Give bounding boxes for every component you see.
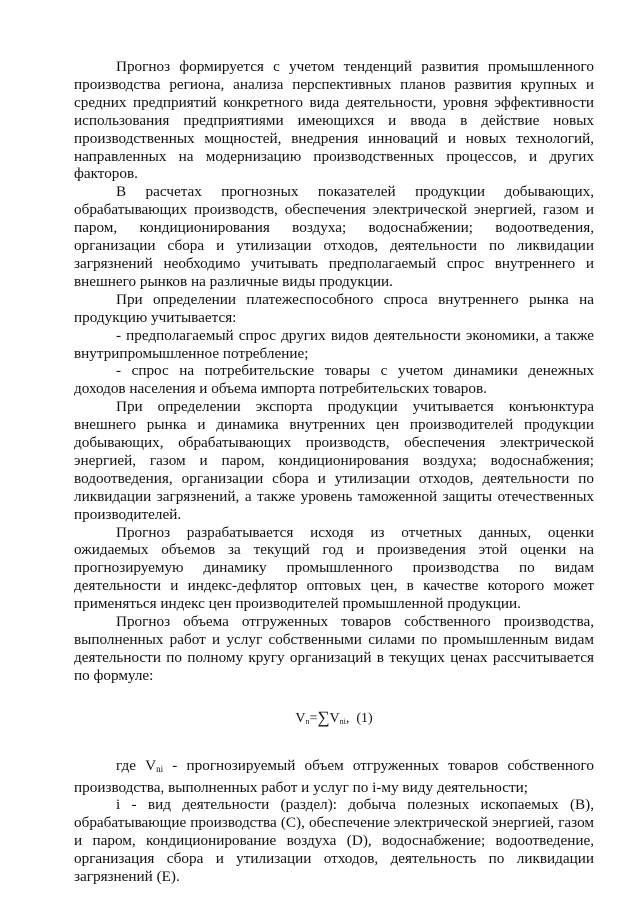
definition-vni-text: - прогнозируемый объем отгруженных товаров собственного производства, выполненных работ и услуг по i-му виду деятельности;	[74, 756, 594, 796]
definition-vni	[74, 757, 594, 797]
paragraph-domestic-demand: При определении платежеспособного спроса внутреннего рынка на продукцию учитывается:	[74, 290, 594, 326]
definition-i: i - вид деятельности (раздел): добыча полезных ископаемых (B), обрабатывающие производства (C), обеспечение электрической энергией, газом и паром, кондиционирование воздуха (D), водоснабжение; водоотведение, организация сбора и утилизации отходов, деятельность по ликвидации загрязнений (E).	[74, 796, 594, 886]
paragraph-list-item-2: - спрос на потребительские товары с учетом динамики денежных доходов населения и объема импорта потребительских товаров.	[74, 362, 594, 398]
paragraph-forecast-basis: Прогноз формируется с учетом тенденций развития промышленного производства региона, анализа перспективных планов развития крупных и средних предприятий конкретного вида деятельности, уровня эффективности использования предприятиями имеющихся и ввода в действие новых производственных мощностей, внедрения инноваций и новых технологий, направленных на модернизацию производственных процессов, и других факторов.	[74, 58, 594, 183]
paragraph-formula-intro: Прогноз объема отгруженных товаров собственного производства, выполненных работ и услуг собственными силами по промышленным видам деятельности по полному кругу организаций в текущих ценах рассчитывается по формуле:	[74, 613, 594, 684]
paragraph-development: Прогноз разрабатывается исходя из отчетных данных, оценки ожидаемых объемов за текущий год и произведения этой оценки на прогнозируемую динамику промышленного производства по видам деятельности и индекс-дефлятор оптовых цен, в качестве которого может применяться индекс цен производителей промышленной продукции.	[74, 523, 594, 613]
formula-lhs-sub: n	[305, 716, 310, 726]
formula-1	[74, 709, 594, 731]
formula-rhs-sub: ni	[339, 716, 346, 726]
formula-rhs: V	[329, 710, 340, 726]
document-page	[74, 58, 594, 886]
definition-vni-prefix: где V	[116, 756, 157, 774]
formula-lhs: V	[295, 710, 306, 726]
sum-symbol: ∑	[317, 707, 330, 727]
formula-equals: =	[309, 710, 318, 726]
paragraph-export: При определении экспорта продукции учитывается конъюнктура внешнего рынка и динамика внутренних цен производителей продукции добывающих, обрабатывающих производств, обеспечения электрической энергией, газом и паром, кондиционирования воздуха; водоснабжения; водоотведения, организации сбора и утилизации отходов, деятельности по ликвидации загрязнений, а также уровень таможенной защиты отечественных производителей.	[74, 398, 594, 523]
formula-number: (1)	[356, 710, 373, 726]
formula-comma: ,	[345, 710, 350, 726]
paragraph-demand-consideration: В расчетах прогнозных показателей продукции добывающих, обрабатывающих производств, обеспечения электрической энергией, газом и паром, кондиционирования воздуха; водоснабжении; водоотведения, организации сбора и утилизации отходов, деятельности по ликвидации загрязнений необходимо учитывать предполагаемый спрос внутреннего и внешнего рынков на различные виды продукции.	[74, 183, 594, 290]
paragraph-list-item-1: - предполагаемый спрос других видов деятельности экономики, а также внутрипромышленное потребление;	[74, 326, 594, 362]
definition-vni-sub: ni	[156, 763, 164, 774]
